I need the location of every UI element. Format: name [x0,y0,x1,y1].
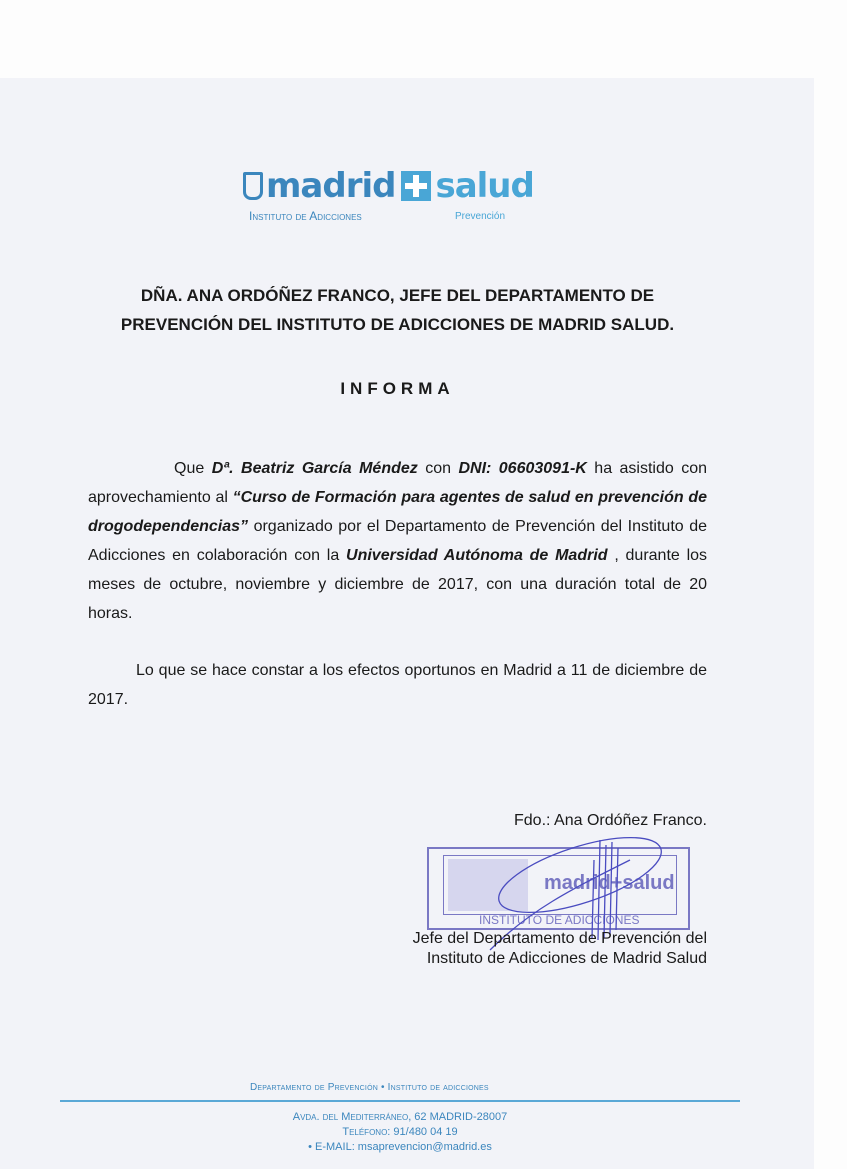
signed-by: Fdo.: Ana Ordóñez Franco. [514,812,707,829]
stamp-subtitle: INSTITUTO DE ADICCIONES [479,913,640,927]
title-line-1: Jefe del Departamento de Prevención del [412,930,707,947]
university-name: Universidad Autónoma de Madrid [346,547,608,564]
madrid-salud-logo [243,166,563,226]
cross-icon [401,171,431,201]
logo-salud: salud [435,166,534,206]
unit-name: Prevención [455,211,506,222]
text: ha asistido con aprovechamiento al [88,460,708,506]
document-heading: DÑA. ANA ORDÓÑEZ FRANCO, JEFE DEL DEPARTAMENTO DE PREVENCIÓN DEL INSTITUTO DE ADICCIONES DE MADRID SALUD. [120,286,675,334]
footer-phone: Teléfono: 91/480 04 19 [342,1126,458,1138]
text: , durante los meses de octubre, noviembre y diciembre de 2017, con una duración total de 20 horas. [88,547,708,622]
coat-of-arms-icon [243,172,263,200]
footer-contact [200,1110,600,1155]
title-line-2: Instituto de Adicciones de Madrid Salud [426,950,707,967]
signatory-title [413,929,707,969]
body-paragraph-2 [88,656,707,714]
attendee-name: Dª. Beatriz García Méndez [211,460,418,477]
text: Que [174,460,212,477]
text: con [417,460,459,477]
footer-address: Avda. del Mediterráneo, 62 MADRID-28007 [292,1111,508,1123]
body-paragraph-1 [88,454,707,628]
footer-department: Departamento de Prevención • Instituto de adicciones [250,1082,489,1093]
footer-email: • E-MAIL: msaprevencion@madrid.es [308,1141,492,1153]
institute-name: Instituto de Adicciones [249,209,362,223]
informa-title: INFORMA [340,379,455,398]
text: organizado por el Departamento de Prevención del Instituto de Adicciones en colaboración con la [88,518,707,564]
text: Lo que se hace constar a los efectos oportunos en Madrid a 11 de diciembre de 2017. [88,662,707,708]
stamp-logo: madrid+salud [544,872,675,894]
course-name: “Curso de Formación para agentes de salud en prevención de drogodependencias” [88,489,707,535]
attendee-dni: DNI: 06603091-K [458,460,587,477]
footer-divider [60,1100,740,1102]
logo-madrid: madrid [266,166,396,206]
